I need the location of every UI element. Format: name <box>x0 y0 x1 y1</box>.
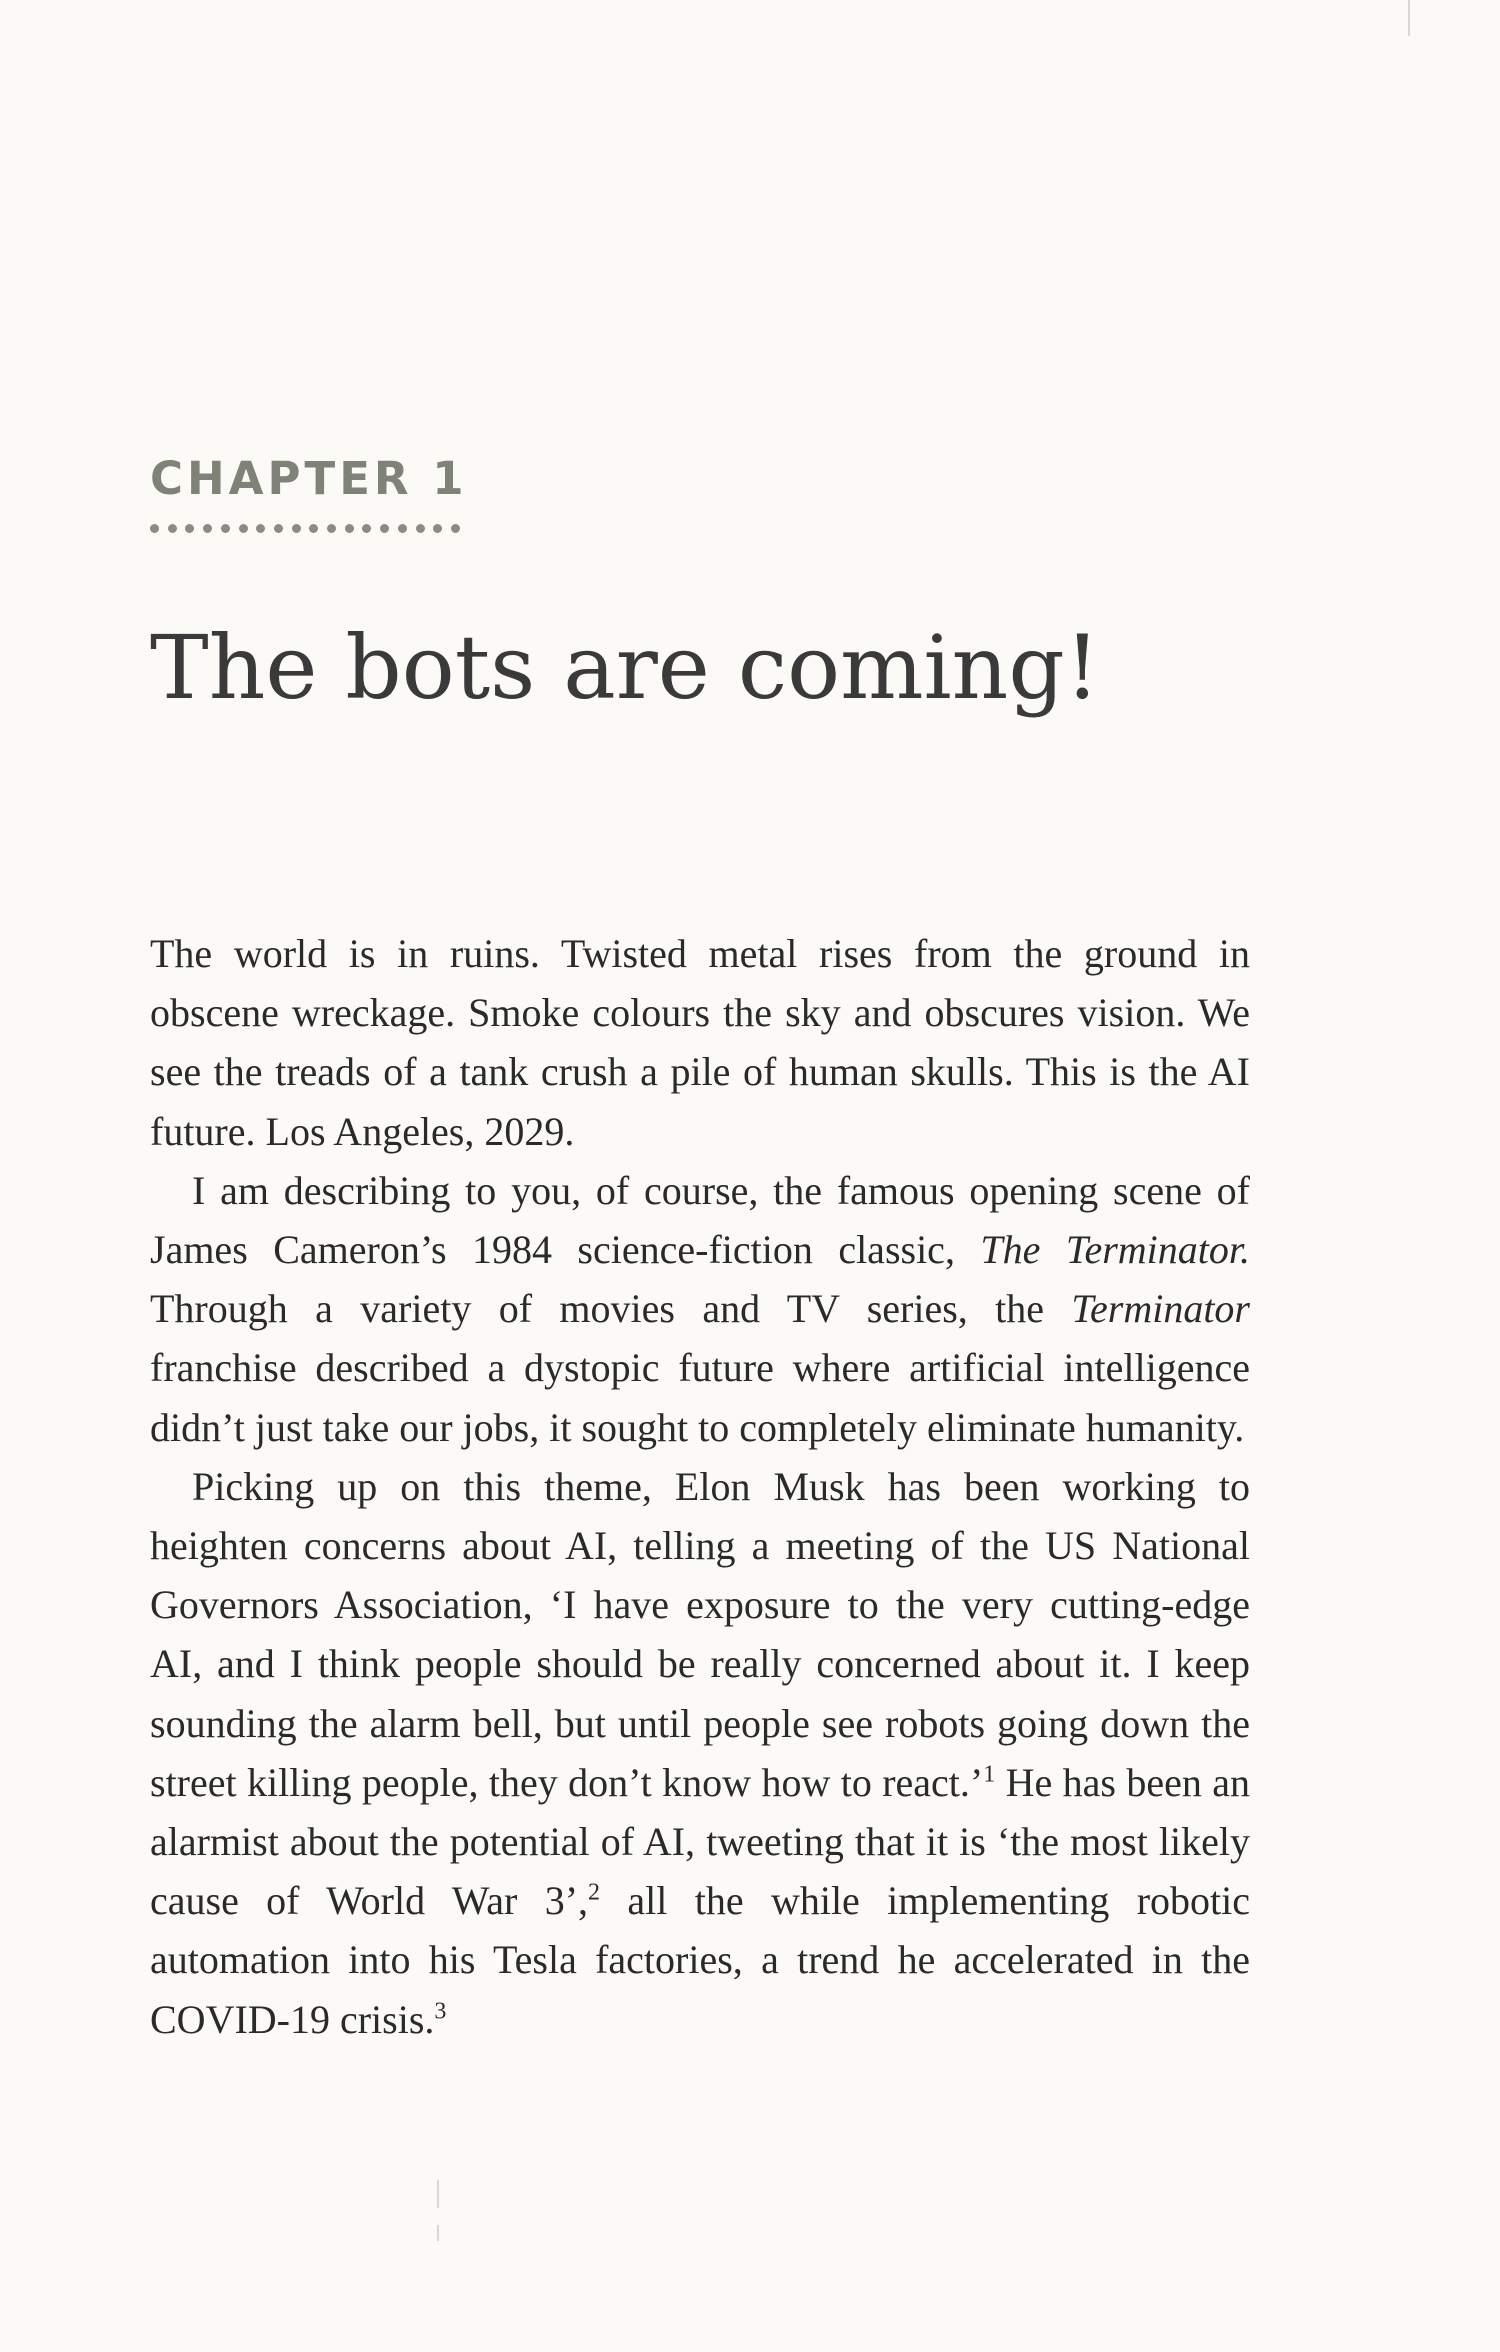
paragraph-3-text-b: He has been an alarmist about the potential of AI, tweeting that it is ‘the most likely cause of World War 3’, <box>150 1759 1250 1924</box>
footnote-ref-1: 1 <box>983 1761 996 1788</box>
paragraph-2-text-c: Through a variety of movies and TV series, the <box>150 1286 1072 1332</box>
chapter-body <box>150 924 1250 2049</box>
franchise-title-terminator: Terminator <box>1071 1286 1250 1332</box>
film-title-the-terminator: The Terminator. <box>980 1227 1251 1273</box>
paragraph-2 <box>150 1161 1250 1457</box>
paragraph-1: The world is in ruins. Twisted metal rises from the ground in obscene wreckage. Smoke colours the sky and obscures vision. We see the treads of a tank crush a pile of human skulls. This is the AI future. Los Angeles, 2029. <box>150 931 1250 1154</box>
chapter-title: The bots are coming! <box>150 616 1101 719</box>
scan-mark-bottom <box>437 2180 439 2208</box>
scan-mark-top-right <box>1408 0 1410 36</box>
footnote-ref-2: 2 <box>588 1879 601 1906</box>
paragraph-2-text-e: franchise described a dystopic future where artificial intelligence didn’t just take our jobs, it sought to completely eliminate humanity. <box>150 1345 1250 1450</box>
paragraph-2-text-a: I am describing to you, of course, the famous opening scene of James Cameron’s 1984 science-fiction classic, <box>150 1167 1250 1273</box>
chapter-label: CHAPTER 1 <box>150 452 468 505</box>
scan-mark-bottom-2 <box>437 2225 439 2241</box>
footnote-ref-3: 3 <box>434 1998 447 2025</box>
paragraph-3 <box>150 1457 1250 2049</box>
paragraph-3-text-c: all the while implementing robotic automation into his Tesla factories, a trend he accelerated in the COVID-19 crisis. <box>150 1878 1251 2042</box>
chapter-dot-divider <box>150 524 460 534</box>
paragraph-3-text-a: Picking up on this theme, Elon Musk has been working to heighten concerns about AI, telling a meeting of the US National Governors Association, ‘I have exposure to the very cutting-edge AI, and I think people should be really concerned about it. I keep sounding the alarm bell, but until people see robots going down the street killing people, they don’t know how to react.’ <box>150 1463 1250 1805</box>
